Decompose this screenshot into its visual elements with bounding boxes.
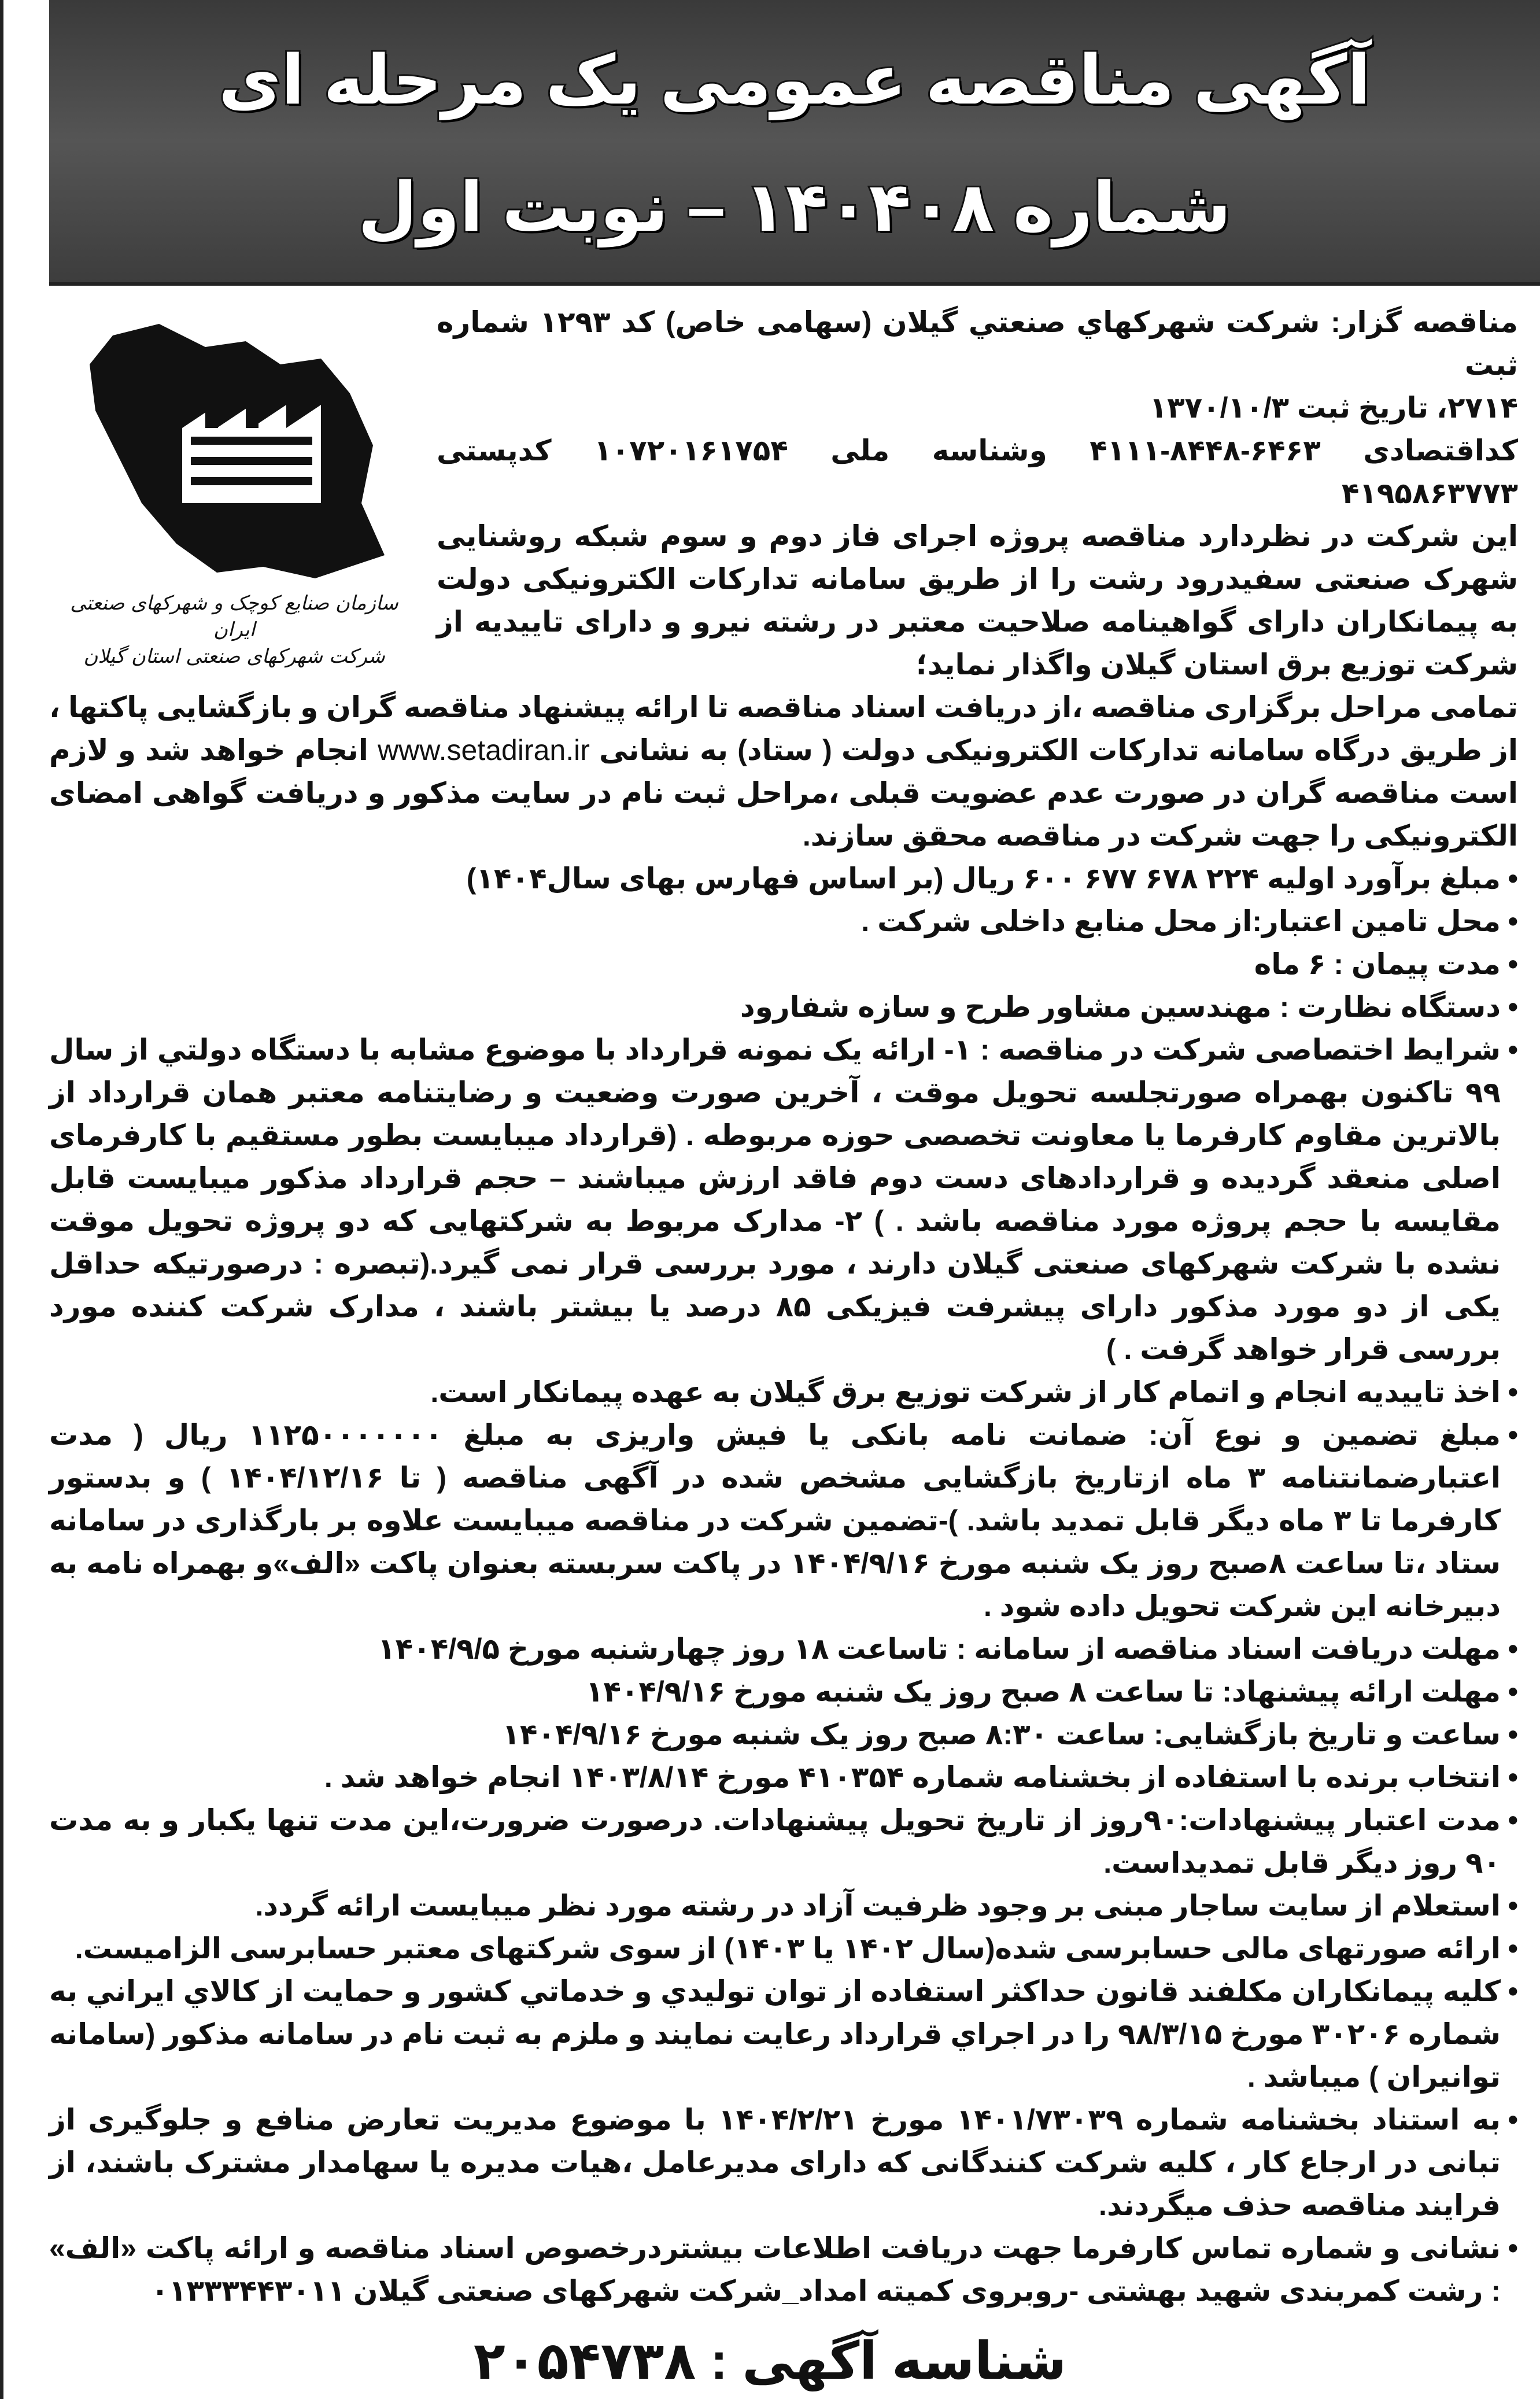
list-item: • شرایط اختصاصی شرکت در مناقصه : ۱- ارائه یک نمونه قرارداد با موضوع مشابه با دستگاه دولتي از سال ۹۹ تاکنون بهمراه صورتجلسه تحویل موقت ، آخرین صورت وضعیت و رضایتنامه معتبر همان قرارداد از بالاترین مقاوم کارفرما یا معاونت تخصصی حوزه مربوطه . (قرارداد میبایست بطور مستقیم با کارفرمای اصلی منعقد گردیده و قراردادهای دست دوم فاقد ارزش میباشند – حجم قرارداد مذکور میبایست قابل مقایسه با حجم پروژه مورد مناقصه باشد . ) ۲- مدارک مربوط به شرکتهایی که دو پروژه تحویل موقت نشده با شرکت شهرکهای صنعتی گیلان دارند ، مورد بررسی قرار نمی گیرد.(تبصره : درصورتیکه حداقل یکی از دو مورد مذکور دارای پیشرفت فیزیکی ۸۵ درصد یا بیشتر باشند ، مدارک شرکت کننده مورد بررسی قرار خواهد گرفت . ) bbox=[49, 1028, 1518, 1371]
list-item: • انتخاب برنده با استفاده از بخشنامه شماره ۴۱۰۳۵۴ مورخ ۱۴۰۳/۸/۱۴ انجام خواهد شد . bbox=[49, 1756, 1518, 1799]
list-item: • محل تامین اعتبار:از محل منابع داخلی شرکت . bbox=[49, 900, 1518, 943]
list-item: • مهلت ارائه پیشنهاد: تا ساعت ۸ صبح روز یک شنبه مورخ ۱۴۰۴/۹/۱۶ bbox=[49, 1670, 1518, 1713]
list-item: • ساعت و تاریخ بازگشایی: ساعت ۸:۳۰ صبح روز یک شنبه مورخ ۱۴۰۴/۹/۱۶ bbox=[49, 1713, 1518, 1756]
conditions-list bbox=[49, 857, 1518, 2312]
website-link[interactable]: www.setadiran.ir bbox=[378, 734, 590, 766]
page-title: آگهی مناقصه عمومی یک مرحله ای bbox=[219, 42, 1371, 119]
list-item: • مهلت دریافت اسناد مناقصه از سامانه : تاساعت ۱۸ روز چهارشنبه مورخ ۱۴۰۴/۹/۵ bbox=[49, 1627, 1518, 1670]
list-item: • دستگاه نظارت : مهندسین مشاور طرح و سازه شفارود bbox=[49, 986, 1518, 1028]
process-text-b: انجام خواهد شد و لازم است مناقصه گران در صورت عدم عضویت قبلی ،مراحل ثبت نام در سایت مذکور و دریافت گواهی امضای الکترونیکی را جهت شرکت در مناقصه محقق سازند. bbox=[49, 734, 1518, 852]
codes-line: کداقتصادی ۶۴۶۳-۸۴۴۸-۴۱۱۱ وشناسه ملی ۱۰۷۲۰۱۶۱۷۵۴ کدپستی ۴۱۹۵۸۶۳۷۷۳ bbox=[437, 434, 1519, 510]
list-item: • مبلغ تضمین و نوع آن: ضمانت نامه بانکی یا فیش واریزی به مبلغ ۱۱۲۵۰۰۰۰۰۰۰ ریال ( مدت اعتبارضمانتنامه ۳ ماه ازتاریخ بازگشایی مشخص شده در آگهی مناقصه ( تا ۱۴۰۴/۱۲/۱۶ ) و بدستور کارفرما تا ۳ ماه دیگر قابل تمدید باشد. )-تضمین شرکت در مناقصه میبایست علاوه بر بارگذاری در سامانه ستاد ،تا ساعت ۸صبح روز یک شنبه مورخ ۱۴۰۴/۹/۱۶ در پاکت سربسته بعنوان پاکت «الف»و بهمراه نامه به دبیرخانه این شرکت تحویل داده شود . bbox=[49, 1413, 1518, 1627]
list-item: • كليه پيمانكاران مكلفند قانون حداكثر استفاده از توان توليدي و خدماتي كشور و حمايت از كالاي ايراني به شماره ۳۰۲۰۶ مورخ ۹۸/۳/۱۵ را در اجراي قرارداد رعايت نمايند و ملزم به ثبت نام در سامانه مذکور (سامانه توانیران ) میباشد . bbox=[49, 1970, 1518, 2098]
logo-caption-org: سازمان صنایع کوچک و شهرکهای صنعتی ایران bbox=[70, 592, 398, 641]
tenderer-line: مناقصه گزار: شرکت شهرکهاي صنعتي گيلان (سهامی خاص) کد ۱۲۹۳ شماره ثبت bbox=[437, 306, 1518, 381]
list-item: • نشانی و شماره تماس کارفرما جهت دریافت اطلاعات بیشتردرخصوص اسناد مناقصه و ارائه پاکت «الف» : رشت کمربندی شهید بهشتی -روبروی کمیته امداد_شرکت شهرکهای صنعتی گیلان ۰۱۳۳۳۴۴۳۰۱۱ bbox=[49, 2227, 1518, 2312]
announcement-body bbox=[49, 301, 1518, 2312]
list-item: • مبلغ برآورد اولیه ۲۲۴ ۶۷۸ ۶۷۷ ۶۰۰ ریال (بر اساس فهارس بهای سال۱۴۰۴) bbox=[49, 857, 1518, 900]
list-item: • به استناد بخشنامه شماره ۱۴۰۱/۷۳۰۳۹ مورخ ۱۴۰۴/۲/۲۱ با موضوع مدیریت تعارض منافع و جلوگیری از تبانی در ارجاع کار ، کلیه شرکت کنندگانی که دارای مدیرعامل ،هیات مدیره یا سهامدار مشترک باشند، از فرایند مناقصه حذف میگردند. bbox=[49, 2098, 1518, 2227]
ad-id: شناسه آگهی : ۲۰۵۴۷۳۸ bbox=[473, 2332, 1067, 2390]
registration-line: ۲۷۱۴، تاریخ ثبت ۱۳۷۰/۱۰/۳ bbox=[1149, 392, 1518, 424]
page-edge bbox=[0, 0, 3, 2399]
process-text-a: تمامی مراحل برگزاری مناقصه ،از دریافت اسناد مناقصه تا ارائه پیشنهاد مناقصه گران و بازگشایی پاکتها ، از طریق درگاه سامانه تدارکات الکترونیکی دولت ( ستاد) به نشانی bbox=[49, 691, 1518, 766]
project-paragraph: این شرکت در نظردارد مناقصه پروژه اجرای فاز دوم و سوم شبکه روشنایی شهرک صنعتی سفیدرود رشت را از طریق سامانه تدارکات الکترونیکی دولت به پیمانکاران دارای گواهینامه صلاحیت معتبر در رشته نیرو و دارای تاییدیه از شرکت توزیع برق استان گیلان واگذار نماید؛ bbox=[437, 520, 1518, 681]
header-banner bbox=[49, 0, 1540, 286]
page-subtitle: شماره ۱۴۰۴۰۸ – نوبت اول bbox=[358, 169, 1231, 246]
list-item: • ارائه صورتهای مالی حسابرسی شده(سال ۱۴۰۲ یا ۱۴۰۳) از سوی شرکتهای معتبر حسابرسی الزامیست. bbox=[49, 1927, 1518, 1970]
logo-caption-company: شرکت شهرکهای صنعتی استان گیلان bbox=[83, 645, 385, 668]
list-item: • استعلام از سایت ساجار مبنی بر وجود ظرفیت آزاد در رشته مورد نظر میبایست ارائه گردد. bbox=[49, 1884, 1518, 1927]
process-paragraph bbox=[49, 686, 1518, 857]
list-item: • اخذ تاییدیه انجام و اتمام کار از شرکت توزیع برق گیلان به عهده پیمانکار است. bbox=[49, 1371, 1518, 1413]
company-logo bbox=[49, 301, 419, 670]
list-item: • مدت پیمان : ۶ ماه bbox=[49, 943, 1518, 986]
iran-map-factory-icon bbox=[72, 312, 396, 584]
list-item: • مدت اعتبار پیشنهادات:۹۰روز از تاریخ تحویل پیشنهادات. درصورت ضرورت،این مدت تنها یکبار و به مدت ۹۰ روز دیگر قابل تمدیداست. bbox=[49, 1799, 1518, 1884]
